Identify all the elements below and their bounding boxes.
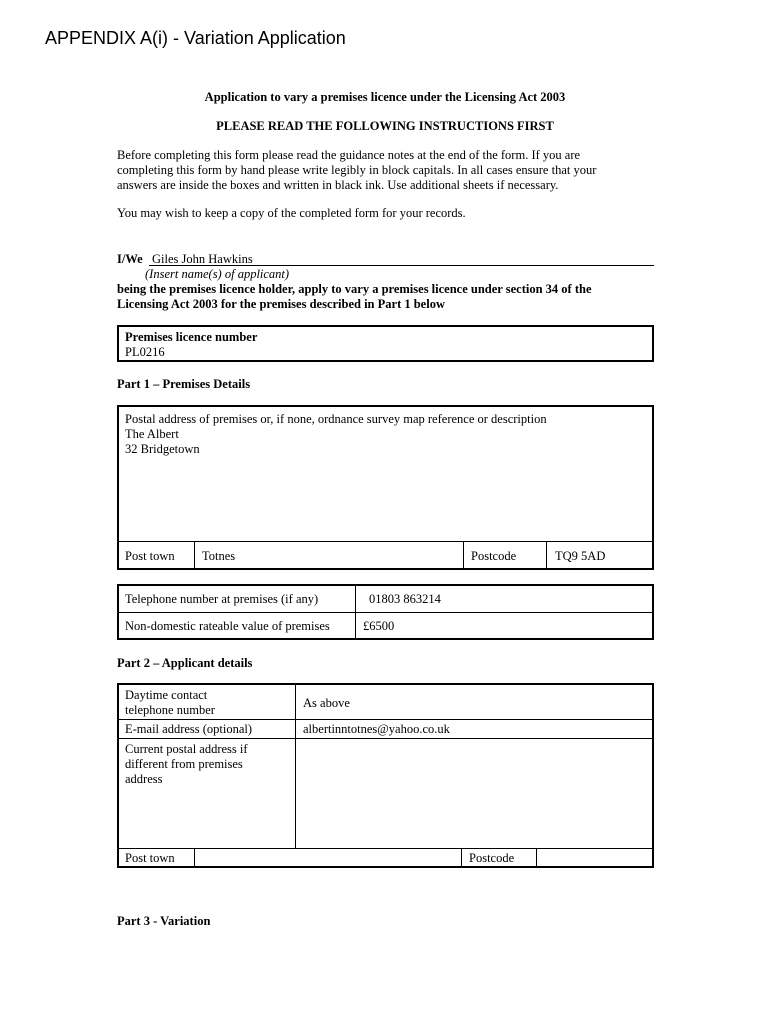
copy-note: You may wish to keep a copy of the completed form for your records. [117,206,466,220]
premises-telephone-label: Telephone number at premises (if any) [125,592,319,606]
current-address-field[interactable] [297,740,652,846]
col-divider [536,848,537,867]
premises-address-field[interactable] [125,427,200,457]
row-divider [118,738,653,739]
col-divider [546,541,547,569]
col-divider [295,684,296,848]
instructions-line: Before completing this form please read the guidance notes at the end of the form. If you are [117,148,581,162]
applicant-name-field[interactable]: Giles John Hawkins [152,252,253,266]
address-line: 32 Bridgetown [125,442,200,456]
applicant-postcode-field[interactable] [538,850,652,866]
applicant-name-hint: (Insert name(s) of applicant) [145,267,290,281]
row-divider [118,848,653,849]
row-divider [118,719,653,720]
col-divider [461,848,462,867]
instructions-text [117,148,596,193]
email-label: E-mail address (optional) [125,722,253,736]
appendix-title: APPENDIX A(i) - Variation Application [45,28,346,48]
form-main-heading: Application to vary a premises licence under the Licensing Act 2003 [204,90,566,104]
row-divider [118,612,653,613]
iwe-label: I/We [117,252,143,266]
instructions-line: answers are inside the boxes and written in black ink. Use additional sheets if necessary. [117,178,559,192]
col-divider [463,541,464,569]
premises-telephone-field[interactable]: 01803 863214 [369,592,441,606]
statement-line: being the premises licence holder, apply to vary a premises licence under section 34 of the [117,282,592,296]
email-field[interactable]: albertinntotnes@yahoo.co.uk [303,722,450,736]
post-town-label: Post town [125,549,175,563]
col-divider [355,585,356,639]
daytime-telephone-label [125,688,215,718]
address-line: The Albert [125,427,179,441]
licence-number-field[interactable]: PL0216 [125,345,165,359]
statement-line: Licensing Act 2003 for the premises described in Part 1 below [117,297,445,311]
premises-address-label: Postal address of premises or, if none, ordnance survey map reference or description [125,412,547,426]
part1-heading: Part 1 – Premises Details [117,377,251,391]
part3-heading: Part 3 - Variation [117,914,211,928]
current-address-label [125,742,248,787]
label-line: address [125,772,163,786]
applicant-post-town-field[interactable] [196,850,459,866]
rateable-value-field[interactable]: £6500 [363,619,395,633]
postcode-label: Postcode [471,549,517,563]
instructions-line: completing this form by hand please write legibly in block capitals. In all cases ensure that your [117,163,597,177]
applicant-postcode-label: Postcode [469,851,515,865]
label-line: different from premises [125,757,243,771]
licence-number-label: Premises licence number [125,330,258,344]
label-line: Current postal address if [125,742,248,756]
label-line: telephone number [125,703,215,717]
rateable-value-label: Non-domestic rateable value of premises [125,619,330,633]
applicant-post-town-label: Post town [125,851,175,865]
label-line: Daytime contact [125,688,208,702]
postcode-field[interactable]: TQ9 5AD [555,549,606,563]
applicant-statement [117,282,592,312]
col-divider [194,541,195,569]
post-town-field[interactable]: Totnes [202,549,236,563]
part2-heading: Part 2 – Applicant details [117,656,253,670]
name-underline [149,265,654,266]
daytime-telephone-field[interactable]: As above [303,696,350,710]
col-divider [194,848,195,867]
instructions-heading: PLEASE READ THE FOLLOWING INSTRUCTIONS FIRST [216,119,554,133]
row-divider [118,541,653,542]
